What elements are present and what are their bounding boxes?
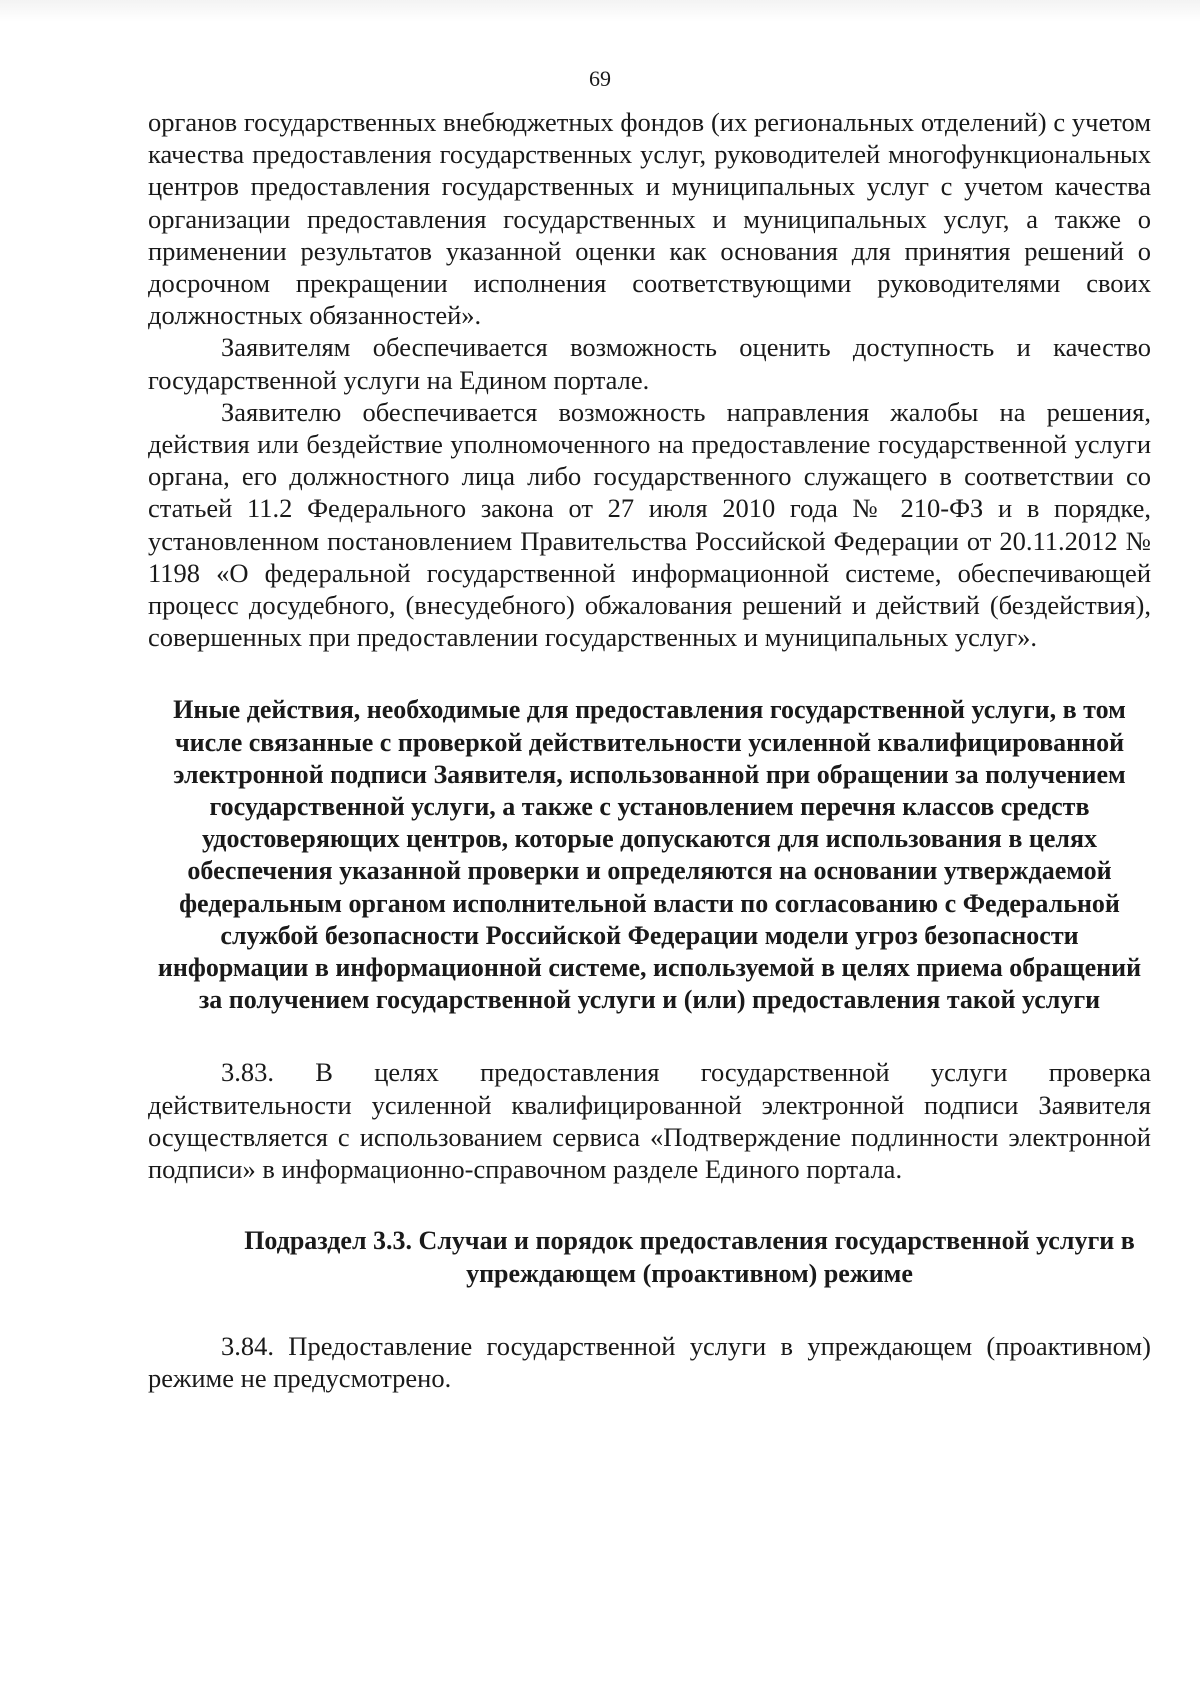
paragraph-continuation: органов государственных внебюджетных фондов (их региональных отделений) с учетом качества предоставления государственных услуг, руководителей многофункциональных центров предоставления государственных и муниципальных услуг с учетом качества организации предоставления государственных и муниципальных услуг, а также о применении результатов указанной оценки как основания для принятия решений о досрочном прекращении исполнения соответствующими руководителями своих должностных обязанностей». <box>148 107 1151 331</box>
clause-3-83: 3.83. В целях предоставления государственной услуги проверка действительности усиленной квалифицированной электронной подписи Заявителя осуществляется с использованием сервиса «Подтверждение подлинности электронной подписи» в информационно-справочном разделе Единого портала. <box>148 1057 1151 1185</box>
document-body <box>148 106 1151 1394</box>
section-heading: Иные действия, необходимые для предоставления государственной услуги, в том числе связанные с проверкой действительности усиленной квалифицированной электронной подписи Заявителя, использованной при обращении за получением государственной услуги, а также с установлением перечня классов средств удостоверяющих центров, которые допускаются для использования в целях обеспечения указанной проверки и определяются на основании утверждаемой федеральным органом исполнительной власти по согласованию с Федеральной службой безопасности Российской Федерации модели угроз безопасности информации в информационной системе, используемой в целях приема обращений за получением государственной услуги и (или) предоставления такой услуги <box>157 695 1142 1015</box>
paragraph-rating-opportunity: Заявителям обеспечивается возможность оценить доступность и качество государственной услуги на Едином портале. <box>148 332 1151 395</box>
scan-edge <box>0 0 1200 22</box>
page-number: 69 <box>589 66 611 91</box>
paragraph-complaint-opportunity: Заявителю обеспечивается возможность направления жалобы на решения, действия или бездействие уполномоченного на предоставление государственной услуги органа, его должностного лица либо государственного служащего в соответствии со статьей 11.2 Федерального закона от 27 июля 2010 года № 210-ФЗ и в порядке, установленном постановлением Правительства Российской Федерации от 20.11.2012 № 1198 «О федеральной государственной информационной системе, обеспечивающей процесс досудебного, (внесудебного) обжалования решений и действий (бездействия), совершенных при предоставлении государственных и муниципальных услуг». <box>148 396 1151 653</box>
subsection-heading: Подраздел 3.3. Случаи и порядок предоставления государственной услуги в упреждающем (проактивном) режиме <box>244 1226 1135 1288</box>
clause-3-84: 3.84. Предоставление государственной услуги в упреждающем (проактивном) режиме не предусмотрено. <box>148 1330 1151 1393</box>
